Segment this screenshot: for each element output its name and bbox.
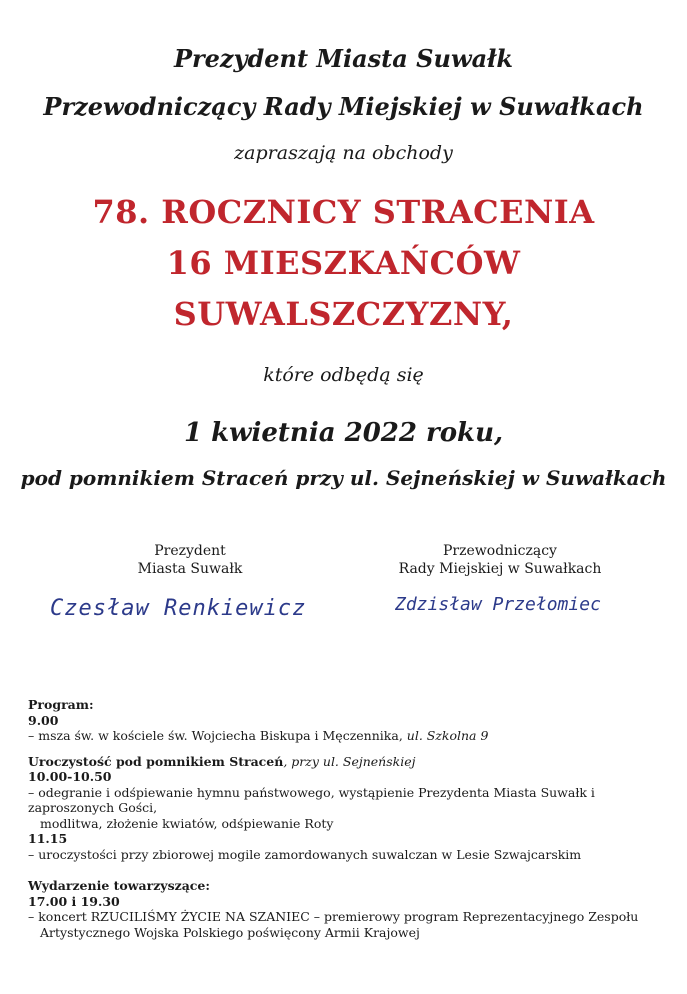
title-line-1: 78. ROCZNICY STRACENIA	[92, 193, 595, 231]
program-section-2	[28, 754, 668, 770]
signature-right-role1: Przewodniczący	[443, 543, 557, 559]
program-section	[28, 697, 668, 940]
program-section-2-place: , przy ul. Sejneńskiej	[283, 753, 416, 769]
header-invitation: zapraszają na obchody	[234, 142, 453, 164]
program-desc-3: – uroczystości przy zbiorowej mogile zamordowanych suwalczan w Lesie Szwajcarskim	[28, 846, 582, 862]
program-time-1: 9.00	[28, 712, 59, 728]
program-desc-2a: – odegranie i odśpiewanie hymnu państwowego, wystąpienie Prezydenta Miasta Suwałk i zaproszonych Gości,	[28, 784, 595, 815]
program-desc-4b: Artystycznego Wojska Polskiego poświęcony Armii Krajowej	[40, 924, 420, 940]
program-desc-4a: – koncert RZUCILIŚMY ŻYCIE NA SZANIEC – premierowy program Reprezentacyjnego Zespołu	[28, 909, 639, 924]
event-intro: które odbędą się	[263, 364, 424, 386]
signature-left-role2: Miasta Suwałk	[137, 561, 243, 577]
program-section-4-title: Wydarzenie towarzyszące:	[28, 878, 210, 893]
title-line-3: SUWALSZCZYZNY,	[173, 295, 514, 333]
event-date: 1 kwietnia 2022 roku,	[183, 418, 504, 448]
title-line-2: 16 MIESZKAŃCÓW	[166, 244, 521, 282]
program-desc-1	[28, 728, 668, 744]
signature-left-role1: Prezydent	[154, 543, 226, 559]
signature-left-role	[100, 542, 280, 578]
program-section-2-title: Uroczystość pod pomnikiem Straceń	[28, 753, 284, 769]
header-line-council: Przewodniczący Rady Miejskiej w Suwałkach	[43, 92, 644, 121]
signature-right-role	[380, 542, 620, 578]
program-time-4: 17.00 i 19.30	[28, 893, 120, 909]
program-desc-2b: modlitwa, złożenie kwiatów, odśpiewanie Roty	[40, 815, 334, 831]
signature-right-role2: Rady Miejskiej w Suwałkach	[398, 561, 602, 577]
signature-right: Zdzisław Przełomiec	[395, 594, 601, 615]
signature-left: Czesław Renkiewicz	[50, 596, 307, 621]
program-heading: Program:	[28, 697, 94, 712]
program-desc-1-address: ul. Szkolna 9	[406, 728, 489, 743]
program-time-2: 10.00-10.50	[28, 769, 112, 784]
event-place: pod pomnikiem Straceń przy ul. Sejneńskiej w Suwałkach	[20, 466, 667, 490]
program-desc-1-text: – msza św. w kościele św. Wojciecha Biskupa i Męczennika,	[28, 728, 407, 743]
program-time-3: 11.15	[28, 831, 68, 846]
header-line-president: Prezydent Miasta Suwałk	[173, 44, 514, 73]
